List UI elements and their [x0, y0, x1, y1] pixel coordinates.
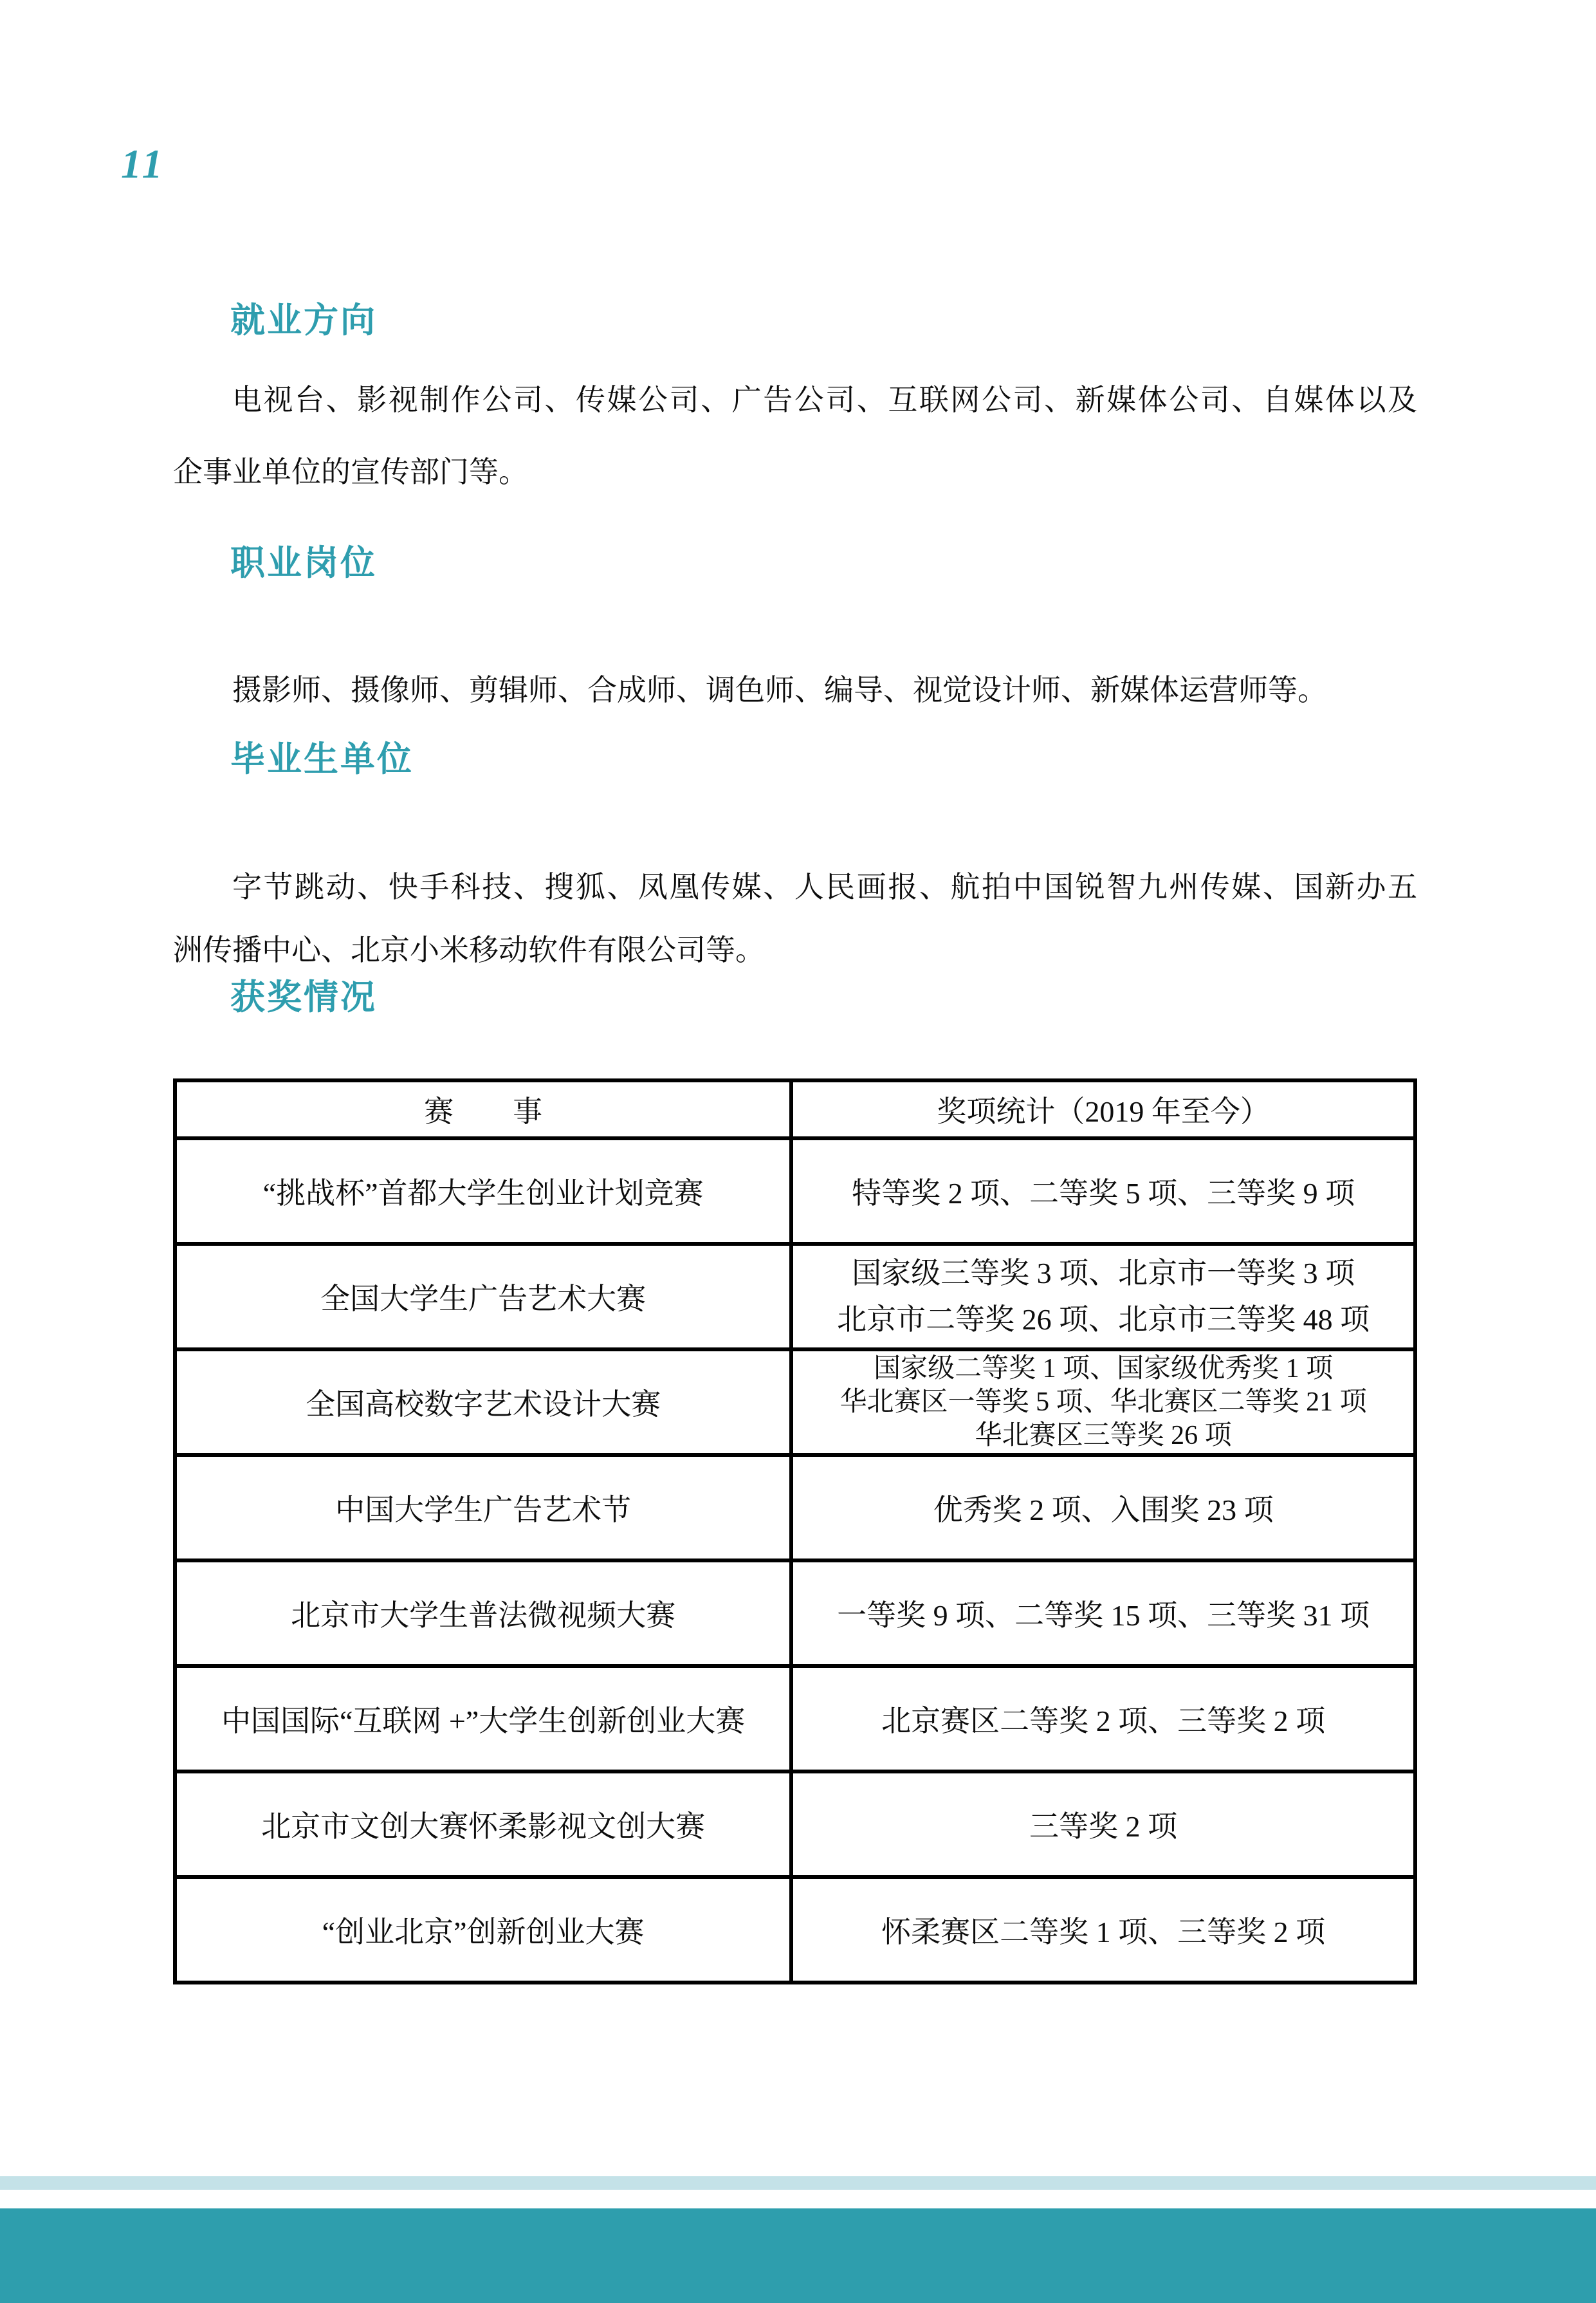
- table-row: [175, 1666, 1415, 1771]
- awards-cell: 优秀奖 2 项、入围奖 23 项: [791, 1455, 1415, 1560]
- paragraph-career-positions: [173, 654, 1417, 726]
- paragraph-line: 电视台、影视制作公司、传媒公司、广告公司、互联网公司、新媒体公司、自媒体以及: [232, 384, 1417, 416]
- page-number: 11: [121, 141, 165, 187]
- awards-cell: 怀柔赛区二等奖 1 项、三等奖 2 项: [791, 1877, 1415, 1983]
- award-line: 北京市二等奖 26 项、北京市三等奖 48 项: [837, 1303, 1370, 1336]
- heading-graduate-employers: 毕业生单位: [230, 740, 414, 779]
- heading-employment-direction: 就业方向: [230, 301, 377, 340]
- table-row: [175, 1560, 1415, 1666]
- award-line: 国家级三等奖 3 项、北京市一等奖 3 项: [852, 1257, 1355, 1290]
- table-row: [175, 1244, 1415, 1349]
- award-line: 国家级二等奖 1 项、国家级优秀奖 1 项: [874, 1354, 1334, 1383]
- column-header-award-stats: 奖项统计（2019 年至今）: [791, 1080, 1415, 1138]
- awards-cell: 北京赛区二等奖 2 项、三等奖 2 项: [791, 1666, 1415, 1771]
- paragraph-line: 摄影师、摄像师、剪辑师、合成师、调色师、编导、视觉设计师、新媒体运营师等。: [232, 674, 1327, 707]
- heading-awards: 获奖情况: [230, 978, 377, 1017]
- competition-cell: “创业北京”创新创业大赛: [175, 1877, 791, 1983]
- awards-cell: [791, 1349, 1415, 1455]
- awards-table: [173, 1078, 1417, 1984]
- competition-cell: “挑战杯”首都大学生创业计划竞赛: [175, 1138, 791, 1244]
- competition-cell: 北京市文创大赛怀柔影视文创大赛: [175, 1771, 791, 1877]
- awards-cell: 一等奖 9 项、二等奖 15 项、三等奖 31 项: [791, 1560, 1415, 1666]
- table-row: [175, 1349, 1415, 1455]
- competition-cell: 北京市大学生普法微视频大赛: [175, 1560, 791, 1666]
- awards-cell: 特等奖 2 项、二等奖 5 项、三等奖 9 项: [791, 1138, 1415, 1244]
- table-row: [175, 1771, 1415, 1877]
- competition-cell: 中国国际“互联网 +”大学生创新创业大赛: [175, 1666, 791, 1771]
- paragraph-line: 字节跳动、快手科技、搜狐、凤凰传媒、人民画报、航拍中国锐智九州传媒、国新办五: [232, 871, 1417, 903]
- paragraph-employment-direction: [173, 364, 1417, 508]
- competition-cell: 中国大学生广告艺术节: [175, 1455, 791, 1560]
- table-row: [175, 1138, 1415, 1244]
- table-row: [175, 1877, 1415, 1983]
- awards-cell: 三等奖 2 项: [791, 1771, 1415, 1877]
- paragraph-line: 企事业单位的宣传部门等。: [173, 456, 528, 488]
- footer-light-bar: [0, 2176, 1596, 2190]
- table-row: [175, 1455, 1415, 1560]
- footer-dark-bar: [0, 2208, 1596, 2303]
- award-line: 华北赛区三等奖 26 项: [975, 1421, 1232, 1450]
- heading-career-positions: 职业岗位: [230, 544, 377, 582]
- table-header-row: [175, 1080, 1415, 1138]
- column-header-competition: 赛 事: [175, 1080, 791, 1138]
- award-line: 华北赛区一等奖 5 项、华北赛区二等奖 21 项: [839, 1387, 1367, 1417]
- competition-cell: 全国大学生广告艺术大赛: [175, 1244, 791, 1349]
- competition-cell: 全国高校数字艺术设计大赛: [175, 1349, 791, 1455]
- paragraph-graduate-employers: [173, 856, 1417, 982]
- awards-cell: [791, 1244, 1415, 1349]
- paragraph-line: 洲传播中心、北京小米移动软件有限公司等。: [173, 934, 765, 967]
